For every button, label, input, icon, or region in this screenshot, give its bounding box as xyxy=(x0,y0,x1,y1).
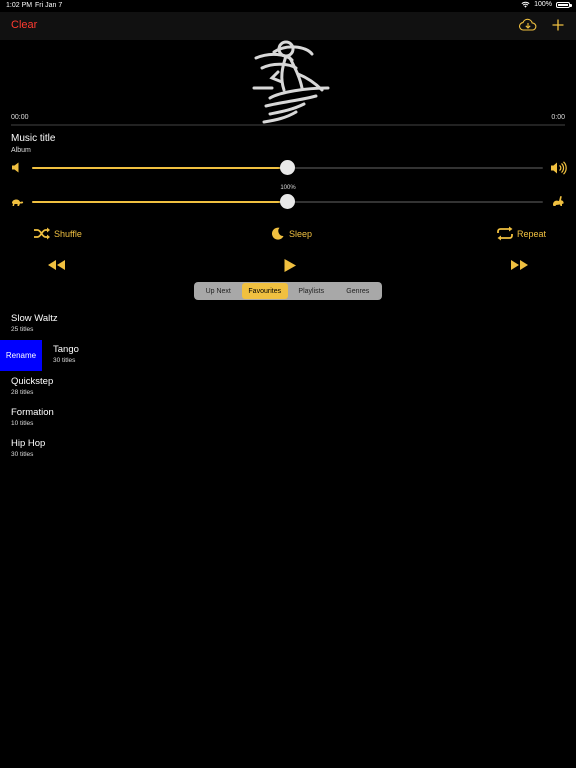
shuffle-icon xyxy=(33,227,51,240)
shuffle-label: Shuffle xyxy=(54,228,82,239)
list-item-title: Hip Hop xyxy=(11,438,46,449)
plus-icon[interactable] xyxy=(552,19,564,31)
volume-low-icon xyxy=(11,162,21,173)
track-album: Album xyxy=(11,147,31,154)
tab-genres[interactable]: Genres xyxy=(346,287,370,295)
progress-scrubber[interactable] xyxy=(11,124,565,126)
tab-up-next[interactable]: Up Next xyxy=(205,287,231,295)
dancer-artwork-icon xyxy=(246,38,332,126)
list-item[interactable] xyxy=(0,344,576,374)
elapsed-time: 00:00 xyxy=(11,114,29,121)
speed-slider-thumb[interactable] xyxy=(280,194,295,209)
status-bar xyxy=(0,0,576,12)
list-item[interactable] xyxy=(0,313,576,343)
battery-icon xyxy=(556,2,570,8)
sleep-label: Sleep xyxy=(289,228,313,239)
nav-bar xyxy=(0,12,576,40)
fast-forward-icon[interactable] xyxy=(510,259,529,271)
list-item-subtitle: 10 titles xyxy=(11,420,34,427)
list-item-subtitle: 30 titles xyxy=(11,451,34,458)
moon-icon xyxy=(272,227,284,240)
tab-playlists[interactable]: Playlists xyxy=(298,287,325,295)
list-item[interactable] xyxy=(0,376,576,406)
list-item-subtitle: 30 titles xyxy=(53,357,76,364)
sleep-button[interactable] xyxy=(272,227,312,240)
clear-button[interactable]: Clear xyxy=(11,19,38,31)
battery-percent: 100% xyxy=(534,1,552,8)
speed-slider-fill xyxy=(32,201,288,203)
volume-slider-fill xyxy=(32,167,288,169)
rewind-icon[interactable] xyxy=(47,259,66,271)
play-icon[interactable] xyxy=(283,258,297,273)
speed-label: 100% xyxy=(280,185,296,191)
repeat-icon xyxy=(496,226,514,241)
library-tabs xyxy=(194,282,382,300)
list-item-title: Quickstep xyxy=(11,376,54,387)
tab-favourites[interactable]: Favourites xyxy=(242,283,289,299)
repeat-button[interactable] xyxy=(496,226,546,241)
cloud-download-icon[interactable] xyxy=(519,18,537,32)
list-item-title: Tango xyxy=(53,344,79,355)
volume-high-icon xyxy=(550,161,568,175)
repeat-label: Repeat xyxy=(517,228,547,239)
list-item-title: Slow Waltz xyxy=(11,313,58,324)
status-time: 1:02 PM xyxy=(6,2,33,9)
remaining-time: 0:00 xyxy=(551,114,565,121)
list-item-subtitle: 28 titles xyxy=(11,389,34,396)
turtle-icon xyxy=(10,196,24,207)
status-date: Fri Jan 7 xyxy=(35,2,63,9)
list-item[interactable] xyxy=(0,407,576,437)
rabbit-icon xyxy=(551,195,565,207)
list-item[interactable] xyxy=(0,438,576,468)
list-item-title: Formation xyxy=(11,407,54,418)
list-item-subtitle: 25 titles xyxy=(11,326,34,333)
volume-slider-thumb[interactable] xyxy=(280,160,295,175)
track-title: Music title xyxy=(11,133,56,144)
rename-button[interactable]: Rename xyxy=(0,340,42,371)
status-right xyxy=(521,1,570,8)
wifi-icon xyxy=(521,1,530,8)
shuffle-button[interactable] xyxy=(33,227,82,240)
